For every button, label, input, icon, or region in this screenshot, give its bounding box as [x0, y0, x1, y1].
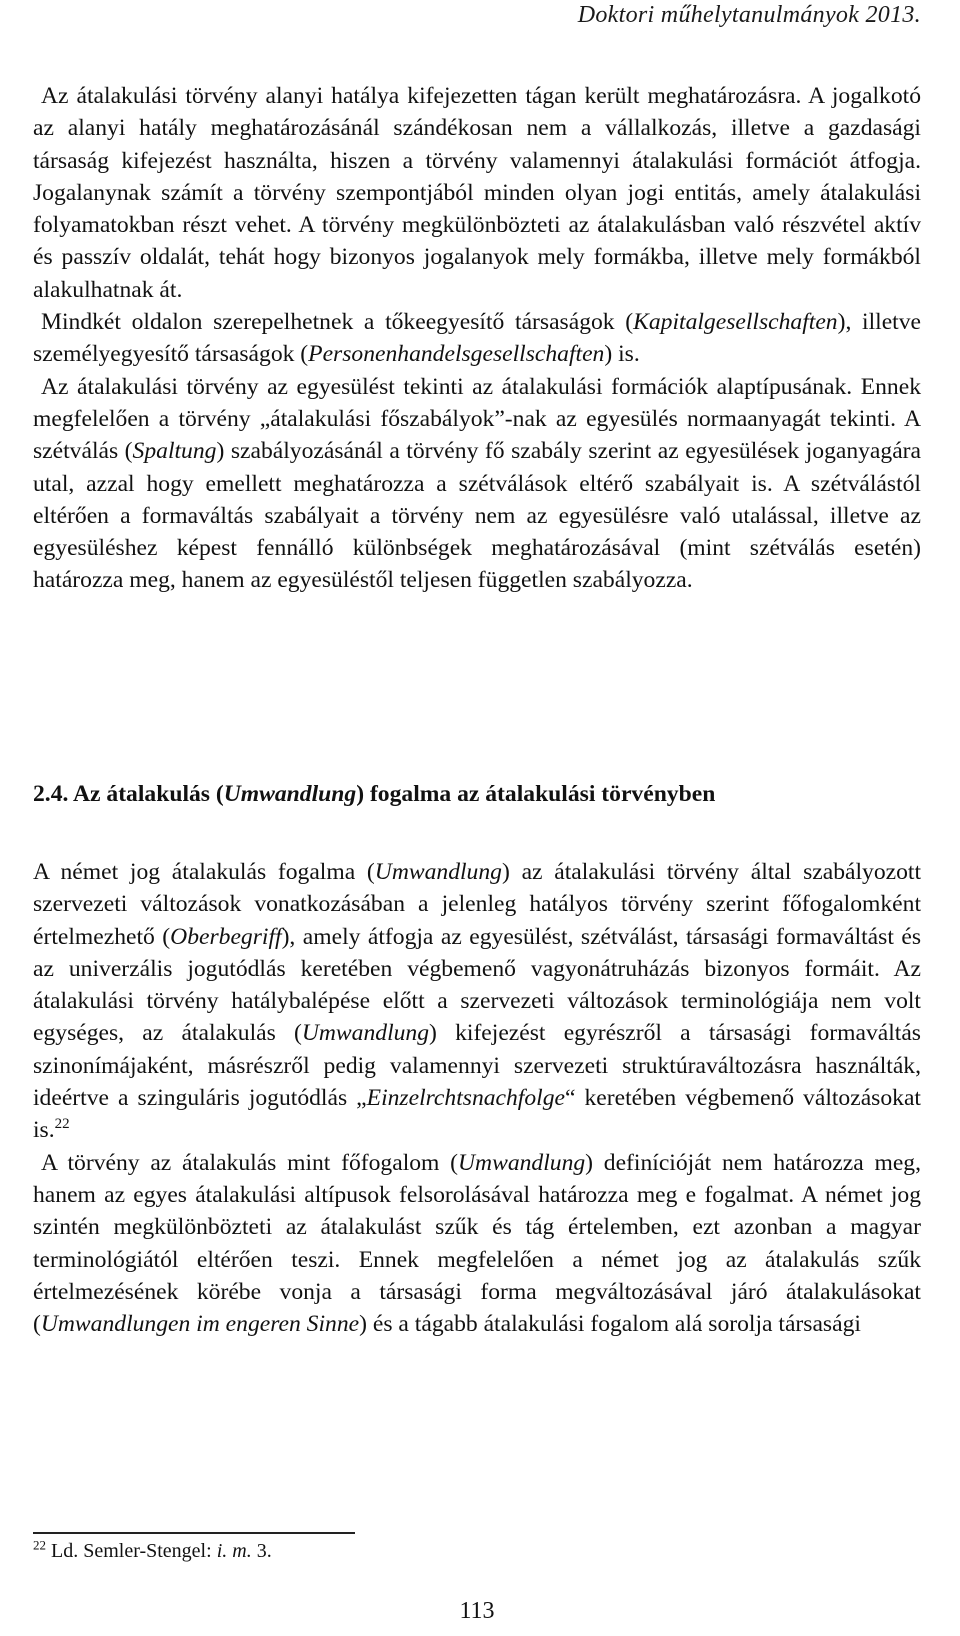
paragraph-2-text-b: ), illetve személyegyesítő társaságok (: [33, 309, 921, 368]
paragraph-4-text-e: “ keretében végbemenő változásokat is.: [33, 1085, 921, 1144]
running-header: Doktori műhelytanulmányok 2013.: [577, 2, 921, 28]
heading-text-b: ) fogalma az átalakulási törvényben: [356, 781, 716, 807]
footnote-term: i. m.: [216, 1540, 252, 1562]
paragraph-5-text-a: A törvény az átalakulás mint főfogalom (: [41, 1149, 459, 1176]
term-personenhandelsgesellschaften: Personenhandelsgesellschaften: [308, 341, 605, 368]
heading-text-a: 2.4. Az átalakulás (: [33, 781, 224, 807]
section-heading: [33, 778, 921, 810]
footnote-divider: [33, 1532, 355, 1534]
footnote-text-b: 3.: [251, 1540, 272, 1562]
term-oberbegriff: Oberbegriff: [170, 923, 282, 950]
paragraph-1-text: Az átalakulási törvény alanyi hatálya kifejezetten tágan került meghatározásra. A jogalkotó az alanyi hatály meghatározásánál szándékosan nem a vállalkozás, illetve a gazdasági társaság kifejezést használta, hiszen a törvény valamennyi átalakulási formációt átfogja. Jogalanynak számít a törvény szempontjából minden olyan jogi entitás, amely átalakulási folyamatokban részt vehet. A törvény megkülönbözteti az átalakulásban való részvétel aktív és passzív oldalát, tehát hogy bizonyos jogalanyok mely formákba, illetve mely formákból alakulhatnak át.: [33, 83, 921, 303]
paragraph-4: [33, 856, 921, 1147]
term-umwandlung-3: Umwandlung: [458, 1149, 586, 1176]
term-umwandlung-2: Umwandlung: [301, 1020, 430, 1047]
paragraph-4-text-d: ) kifejezést egyrészről a társasági formaváltás szinonímájaként, másrészről pedig valamennyi szervezeti struktúraváltozásra használták, ideértve a szinguláris jogutódlás „: [33, 1020, 921, 1112]
body-section-1: [33, 80, 921, 597]
paragraph-2-text-c: ) is.: [604, 341, 640, 368]
paragraph-3-text-a: Az átalakulási törvény az egyesülést tekinti az átalakulási formációk alaptípusának. Ennek megfelelően a törvény „átalakulási főszabályok”-nak az egyesülés normaanyagát tekinti. A szétválás (: [33, 373, 921, 465]
paragraph-5-text-b: ) definícióját nem határozza meg, hanem az egyes átalakulási altípusok felsorolásával határozza meg e fogalmat. A német jog szintén megkülönbözteti az átalakulást szűk és tág értelemben, ezt azonban a magyar terminológiától eltérően teszi. Ennek megfelelően a német jog az átalakulás szűk értelmezésének körébe vonja a társasági forma megváltozásával járó átalakulásokat (: [33, 1149, 921, 1338]
term-spaltung: Spaltung: [132, 438, 217, 465]
term-umwandlung: Umwandlung: [374, 859, 502, 885]
paragraph-4-text-b: ) az átalakulási törvény által szabályozott szervezeti változások vonatkozásában a jelenleg hatályos törvény szerint főfogalomként értelmezhető (: [33, 859, 922, 950]
term-einzelrchtsnachfolge: Einzelrchtsnachfolge: [366, 1085, 565, 1112]
term-umwandlungen-im-engeren-sinne: Umwandlungen im engeren Sinne: [40, 1311, 360, 1338]
page-number: 113: [459, 1598, 495, 1624]
paragraph-2-text-a: Mindkét oldalon szerepelhetnek a tőkeegyesítő társaságok (: [41, 309, 634, 336]
paragraph-2: [33, 306, 921, 371]
term-kapitalgesellschaften: Kapitalgesellschaften: [633, 309, 838, 336]
paragraph-3-text-b: ) szabályozásánál a törvény fő szabály szerint az egyesülések joganyagára utal, azzal hogy emellett meghatározza a szétválások eltérő szabályait is. A szétválástól eltérően a formaváltás szabályait a törvény nem az egyesülésre való utalással, illetve az egyesüléshez képest fennálló különbségek meghatározásával (mint szétválás esetén) határozza meg, hanem az egyesüléstől teljesen független szabályozza.: [33, 438, 922, 594]
paragraph-5: [33, 1147, 921, 1341]
heading-term-umwandlung: Umwandlung: [223, 781, 357, 807]
footnote-number: 22: [33, 1537, 46, 1553]
paragraph-1: [33, 80, 921, 306]
body-section-2: [33, 856, 921, 1340]
footnote-22: [33, 1538, 921, 1564]
footnote-reference-22[interactable]: 22: [54, 1116, 70, 1133]
paragraph-3: [33, 371, 921, 597]
paragraph-4-text-c: ), amely átfogja az egyesülést, szétválást, társasági formaváltást és az univerzális jogutódlás keretében végbemenő vagyonátruházás bizonyos formáit. Az átalakulási törvény hatálybalépése előtt a szervezeti változások terminológiája nem volt egységes, az átalakulás (: [33, 923, 921, 1047]
paragraph-4-text-a: A német jog átalakulás fogalma (: [33, 859, 375, 885]
footnote-text-a: Ld. Semler-Stengel:: [46, 1540, 217, 1562]
paragraph-5-text-c: ) és a tágabb átalakulási fogalom alá sorolja társasági: [359, 1311, 861, 1338]
